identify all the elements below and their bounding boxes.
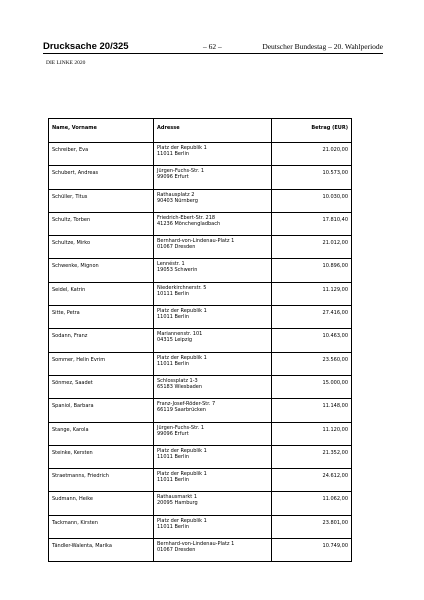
address-city: 11011 Berlin — [157, 453, 190, 460]
cell-name: Stange, Karola — [49, 422, 154, 445]
cell-amount: 21.012,00 — [272, 236, 352, 259]
column-header-amount: Betrag (EUR) — [272, 119, 352, 143]
table-row — [49, 492, 352, 515]
address-street: Platz der Republik 1 — [157, 354, 207, 361]
table-row — [49, 375, 352, 398]
cell-address — [154, 236, 272, 259]
cell-name: Sudmann, Heike — [49, 492, 154, 515]
cell-amount: 27.416,00 — [272, 306, 352, 329]
address-street: Friedrich-Ebert-Str. 218 — [157, 214, 216, 221]
address-street: Platz der Republik 1 — [157, 517, 207, 524]
address-street: Jürgen-Fuchs-Str. 1 — [157, 168, 205, 175]
address-street: Jürgen-Fuchs-Str. 1 — [157, 424, 205, 431]
table-row — [49, 143, 352, 166]
address-city: 01067 Dresden — [157, 244, 196, 251]
table-row — [49, 445, 352, 468]
address-city: 10111 Berlin — [157, 290, 190, 297]
page-header — [43, 41, 383, 53]
cell-amount: 21.020,00 — [272, 143, 352, 166]
cell-address — [154, 143, 272, 166]
table-row — [49, 399, 352, 422]
table-row — [49, 212, 352, 235]
cell-amount: 10.896,00 — [272, 259, 352, 282]
cell-amount: 11.120,00 — [272, 422, 352, 445]
table-row — [49, 236, 352, 259]
address-city: 11011 Berlin — [157, 523, 190, 530]
address-street: Niederkirchnerstr. 5 — [157, 284, 207, 291]
table-row — [49, 282, 352, 305]
table-row — [49, 166, 352, 189]
cell-amount: 11.148,00 — [272, 399, 352, 422]
cell-amount: 10.030,00 — [272, 189, 352, 212]
cell-amount: 11.129,00 — [272, 282, 352, 305]
cell-address — [154, 282, 272, 305]
address-city: 01067 Dresden — [157, 547, 196, 554]
address-street: Schlossplatz 1-3 — [157, 377, 198, 384]
table-row — [49, 306, 352, 329]
address-street: Rathausplatz 2 — [157, 191, 195, 198]
document-number: Drucksache 20/325 — [43, 41, 129, 52]
column-header-name: Name, Vorname — [49, 119, 154, 143]
cell-address — [154, 329, 272, 352]
cell-amount: 23.560,00 — [272, 352, 352, 375]
cell-amount: 17.810,40 — [272, 212, 352, 235]
cell-name: Schüller, Titus — [49, 189, 154, 212]
column-header-address: Adresse — [154, 119, 272, 143]
table-row — [49, 352, 352, 375]
table-row — [49, 539, 352, 562]
address-street: Mariannenstr. 101 — [157, 331, 203, 338]
address-city: 19053 Schwerin — [157, 267, 198, 274]
cell-name: Seidel, Katrin — [49, 282, 154, 305]
cell-name: Tackmann, Kirsten — [49, 515, 154, 538]
cell-name: Schubert, Andreas — [49, 166, 154, 189]
table-row — [49, 422, 352, 445]
address-city: 11011 Berlin — [157, 477, 190, 484]
cell-address — [154, 515, 272, 538]
address-city: 11011 Berlin — [157, 360, 190, 367]
cell-address — [154, 212, 272, 235]
cell-address — [154, 492, 272, 515]
cell-name: Tändler-Walenta, Marika — [49, 539, 154, 562]
cell-amount: 10.463,00 — [272, 329, 352, 352]
cell-address — [154, 399, 272, 422]
cell-name: Schreiber, Eva — [49, 143, 154, 166]
cell-name: Straetmanns, Friedrich — [49, 469, 154, 492]
cell-name: Schultze, Mirko — [49, 236, 154, 259]
cell-amount: 10.749,00 — [272, 539, 352, 562]
cell-name: Spaniol, Barbara — [49, 399, 154, 422]
cell-name: Sitte, Petra — [49, 306, 154, 329]
address-street: Rathausmarkt 1 — [157, 494, 198, 501]
cell-name: Sönmez, Saadet — [49, 375, 154, 398]
cell-address — [154, 189, 272, 212]
cell-address — [154, 445, 272, 468]
address-street: Franz-Josef-Röder-Str. 7 — [157, 401, 216, 408]
address-street: Platz der Republik 1 — [157, 145, 207, 151]
table-row — [49, 189, 352, 212]
cell-name: Schwenke, Mignon — [49, 259, 154, 282]
address-street: Bernhard-von-Lindenau-Platz 1 — [157, 541, 235, 548]
address-city: 90403 Nürnberg — [157, 197, 198, 204]
address-street: Platz der Republik 1 — [157, 308, 207, 315]
cell-address — [154, 375, 272, 398]
cell-amount: 24.612,00 — [272, 469, 352, 492]
address-street: Bernhard-von-Lindenau-Platz 1 — [157, 238, 235, 245]
address-city: 04315 Leipzig — [157, 337, 193, 344]
cell-name: Schultz, Torben — [49, 212, 154, 235]
cell-address — [154, 539, 272, 562]
table-row — [49, 469, 352, 492]
address-city: 20095 Hamburg — [157, 500, 198, 507]
cell-name: Steinke, Kersten — [49, 445, 154, 468]
address-street: Lennéstr. 1 — [157, 261, 185, 268]
parliament-title: Deutscher Bundestag – 20. Wahlperiode — [262, 42, 383, 51]
cell-amount: 11.062,00 — [272, 492, 352, 515]
address-city: 11011 Berlin — [157, 151, 190, 157]
address-city: 65183 Wiesbaden — [157, 383, 203, 390]
address-street: Platz der Republik 1 — [157, 471, 207, 478]
header-rule — [43, 53, 383, 54]
address-city: 11011 Berlin — [157, 314, 190, 321]
table-header-row — [49, 119, 352, 143]
party-label: DIE LINKE 2020 — [46, 60, 86, 66]
cell-amount: 23.801,00 — [272, 515, 352, 538]
table-row — [49, 259, 352, 282]
cell-address — [154, 166, 272, 189]
address-city: 66119 Saarbrücken — [157, 407, 206, 414]
cell-address — [154, 306, 272, 329]
cell-address — [154, 422, 272, 445]
cell-address — [154, 469, 272, 492]
address-city: 99096 Erfurt — [157, 430, 189, 437]
donations-table — [48, 118, 352, 562]
table-row — [49, 515, 352, 538]
cell-amount: 10.573,00 — [272, 166, 352, 189]
address-city: 41236 Mönchengladbach — [157, 220, 221, 227]
cell-address — [154, 259, 272, 282]
address-city: 99096 Erfurt — [157, 174, 189, 181]
address-street: Platz der Republik 1 — [157, 447, 207, 454]
cell-name: Sodann, Franz — [49, 329, 154, 352]
cell-amount: 21.352,00 — [272, 445, 352, 468]
page-number: – 62 – — [203, 42, 222, 51]
cell-name: Sommer, Helin Evrim — [49, 352, 154, 375]
cell-amount: 15.000,00 — [272, 375, 352, 398]
cell-address — [154, 352, 272, 375]
table-row — [49, 329, 352, 352]
